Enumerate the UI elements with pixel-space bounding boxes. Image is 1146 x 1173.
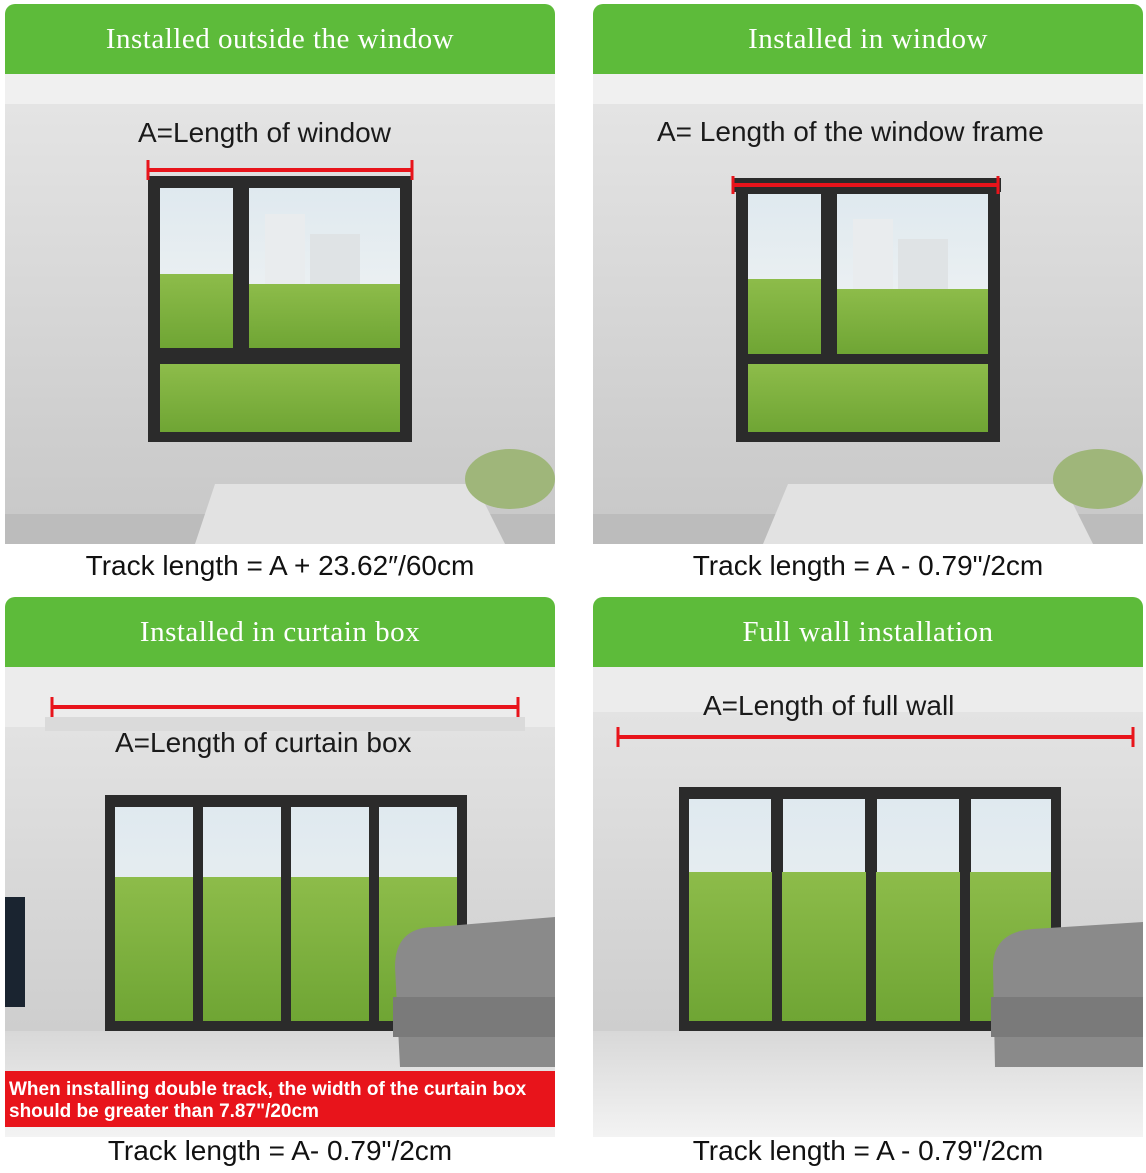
dimension-label: A=Length of window <box>138 117 391 148</box>
panel-title: Installed in curtain box <box>5 597 555 667</box>
panel-title: Full wall installation <box>593 597 1143 667</box>
panel-title: Installed outside the window <box>5 4 555 74</box>
track-length-formula: Track length = A - 0.79"/2cm <box>692 1135 1044 1166</box>
window-illustration <box>148 176 412 442</box>
panel-title: Installed in window <box>593 4 1143 74</box>
track-length-formula: Track length = A- 0.79"/2cm <box>107 1135 453 1166</box>
double-track-warning: When installing double track, the width of the curtain box should be greater than 7.87"/20cm <box>5 1071 555 1127</box>
dimension-label: A=Length of curtain box <box>115 727 412 758</box>
dimension-label: A= Length of the window frame <box>657 116 1044 147</box>
track-length-formula: Track length = A - 0.79"/2cm <box>692 550 1044 581</box>
dimension-label: A=Length of full wall <box>703 690 955 721</box>
measure-line <box>733 176 1001 194</box>
track-length-formula: Track length = A + 23.62″/60cm <box>85 550 475 581</box>
window-illustration <box>736 184 1000 442</box>
room-scene <box>593 667 1143 1137</box>
